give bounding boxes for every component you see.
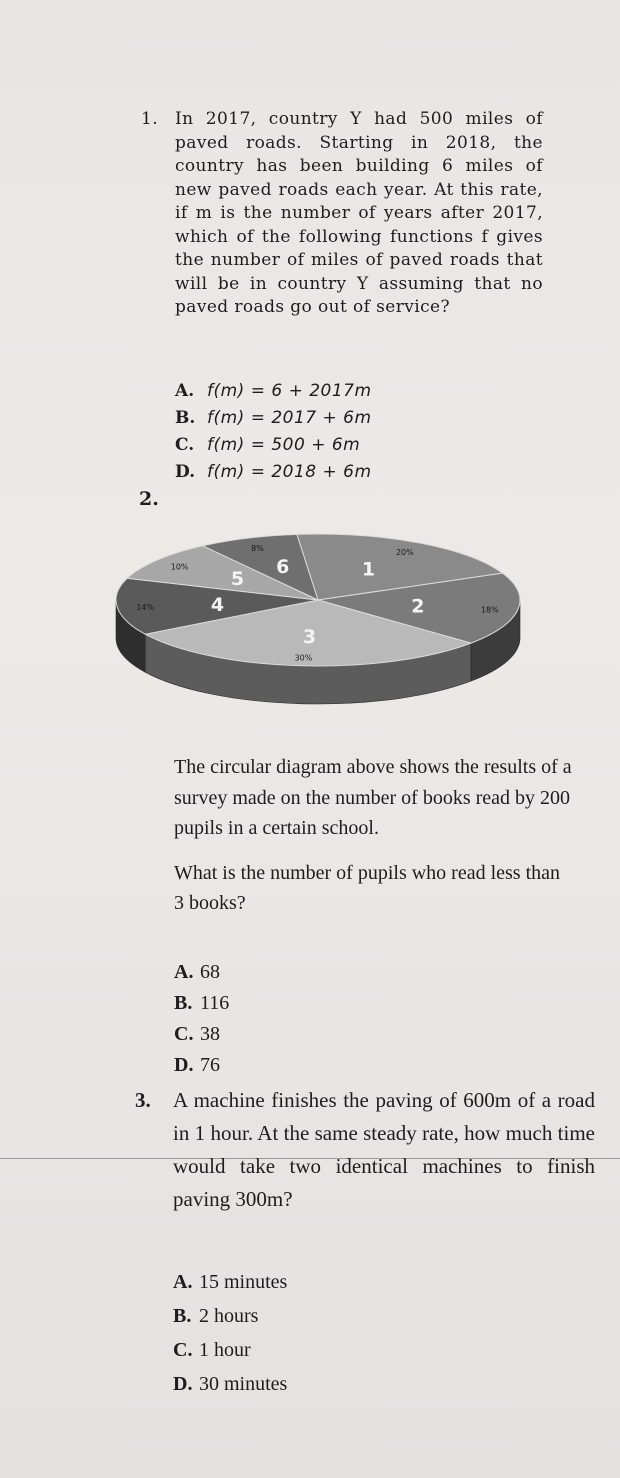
pie-category-label: 6 [276,555,290,578]
question-1-number: 1. [141,109,159,129]
pie-value-label: 20% [395,547,414,557]
question-3-stem: A machine finishes the paving of 600m of a road in 1 hour. At the same steady rate, how much time would take two identical machines to finish paving 300m? [173,1088,595,1211]
question-3-number: 3. [135,1088,151,1112]
option-c[interactable]: C. f(m) = 500 + 6m [175,435,361,455]
option-d[interactable]: D. f(m) = 2018 + 6m [175,462,372,482]
option-a[interactable]: A. 15 minutes [173,1271,288,1293]
option-c[interactable]: C. 1 hour [173,1339,251,1361]
question-1-stem: In 2017, country Y had 500 miles of paved roads. Starting in 2018, the country has been building 6 miles of new paved roads each year. At this rate, if m is the number of years after 2017, which of the following functions f gives the number of miles of paved roads that will be in country Y assuming that no paved roads go out of service? [175,109,543,317]
option-b[interactable]: B. 2 hours [173,1305,259,1327]
option-a[interactable]: A. f(m) = 6 + 2017m [175,381,372,401]
pie-value-label: 30% [294,653,313,663]
option-d[interactable]: D. 30 minutes [173,1373,288,1395]
pie-value-label: 10% [170,562,189,572]
pie-value-label: 14% [136,602,155,612]
option-b[interactable]: B. 116 [174,992,230,1014]
question-2-text [174,752,574,933]
pie-chart [108,528,528,738]
pie-category-label: 3 [302,626,317,649]
pie-category-label: 2 [411,595,425,618]
pie-category-label: 5 [230,568,245,591]
question-1-options [175,378,372,486]
question-2-description: The circular diagram above shows the results of a survey made on the number of books read by 200 pupils in a certain school. [174,756,572,839]
question-3 [135,1084,595,1216]
question-2-options [174,957,229,1081]
option-b[interactable]: B. f(m) = 2017 + 6m [175,408,372,428]
question-1 [143,108,543,320]
pie-category-label: 1 [361,558,376,581]
pie-value-label: 8% [251,543,264,553]
question-2-number: 2. [139,488,159,510]
pie-value-label: 18% [480,605,499,615]
option-c[interactable]: C. 38 [174,1023,220,1045]
question-2-prompt: What is the number of pupils who read less than 3 books? [174,861,561,914]
question-3-options [173,1265,287,1401]
option-d[interactable]: D. 76 [174,1054,220,1076]
pie-category-label: 4 [210,593,225,616]
option-a[interactable]: A. 68 [174,961,220,983]
